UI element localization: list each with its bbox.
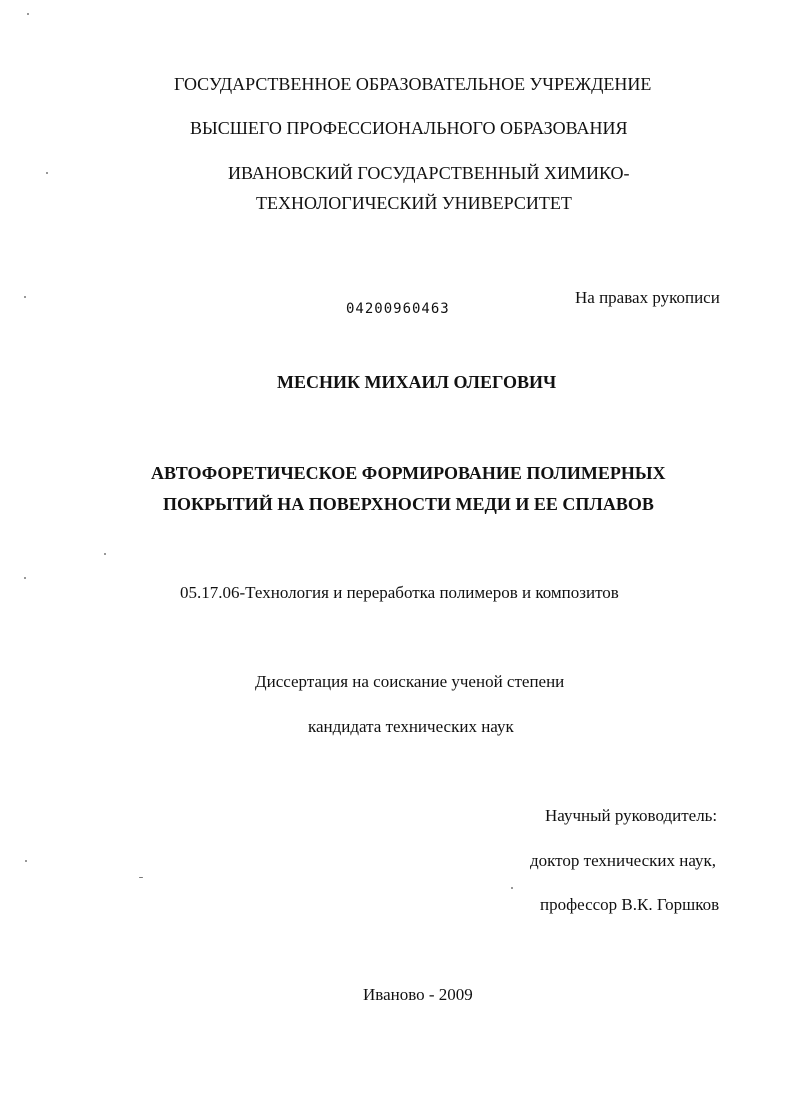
degree-line-2: кандидата технических наук [308,717,514,736]
manuscript-rights-note: На правах рукописи [575,288,720,307]
scan-speck [24,577,26,579]
scan-speck [139,877,143,878]
scan-speck [511,887,513,889]
place-and-year: Иваново - 2009 [363,985,473,1004]
supervisor-name: профессор В.К. Горшков [540,895,720,914]
institution-line-4: ТЕХНОЛОГИЧЕСКИЙ УНИВЕРСИТЕТ [256,193,572,213]
institution-line-2: ВЫСШЕГО ПРОФЕССИОНАЛЬНОГО ОБРАЗОВАНИЯ [190,118,628,138]
degree-line-1: Диссертация на соискание ученой степени [255,672,565,691]
supervisor-degree: доктор технических наук, [530,851,717,870]
institution-line-1: ГОСУДАРСТВЕННОЕ ОБРАЗОВАТЕЛЬНОЕ УЧРЕЖДЕНИЕ [174,74,652,94]
institution-line-3: ИВАНОВСКИЙ ГОСУДАРСТВЕННЫЙ ХИМИКО- [228,163,630,183]
specialty-code: 05.17.06-Технология и переработка полимеров и композитов [180,583,619,602]
author-name: МЕСНИК МИХАИЛ ОЛЕГОВИЧ [277,372,557,392]
scan-speck [24,296,26,298]
scan-speck [104,553,106,555]
supervisor-label: Научный руководитель: [545,806,718,825]
scan-speck [27,13,29,15]
dissertation-title-line-1: АВТОФОРЕТИЧЕСКОЕ ФОРМИРОВАНИЕ ПОЛИМЕРНЫХ [151,463,666,483]
scan-speck [46,172,48,174]
dissertation-title-line-2: ПОКРЫТИЙ НА ПОВЕРХНОСТИ МЕДИ И ЕЕ СПЛАВОВ [163,494,654,514]
scan-speck [25,860,27,862]
record-number: 04200960463 [346,301,450,317]
